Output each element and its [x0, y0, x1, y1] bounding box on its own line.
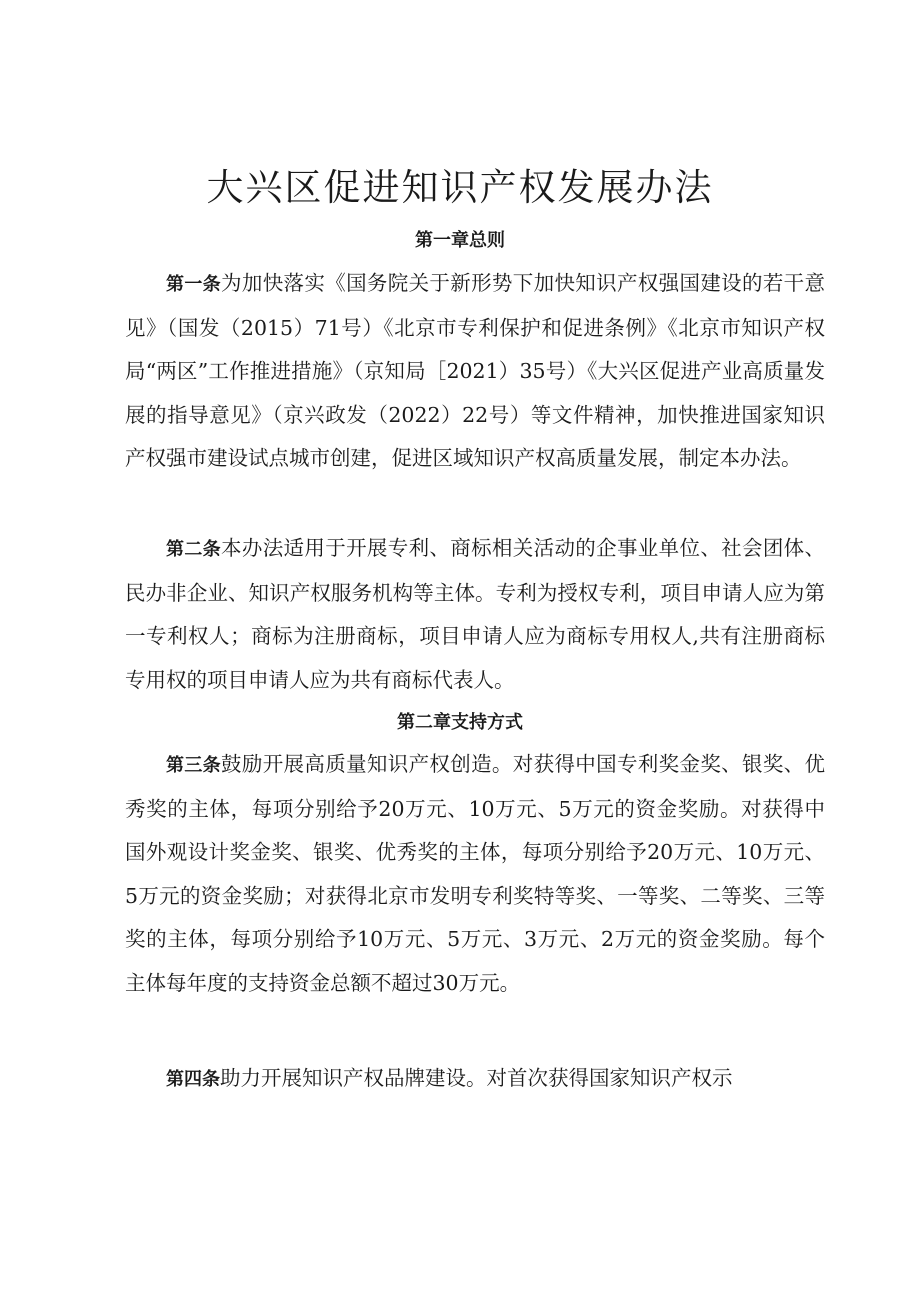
article-4-label: 第四条	[166, 1069, 220, 1090]
article-2	[125, 527, 825, 702]
article-1-label: 第一条	[166, 274, 222, 295]
document-title: 大兴区促进知识产权发展办法	[206, 166, 714, 209]
article-2-label: 第二条	[166, 539, 222, 560]
article-1	[125, 262, 825, 481]
article-4-text: 助力开展知识产权品牌建设。对首次获得国家知识产权示	[220, 1066, 733, 1090]
article-3-label: 第三条	[166, 755, 222, 776]
article-1-text: 为加快落实《国务院关于新形势下加快知识产权强国建设的若干意见》（国发（2015）71号）《北京市专利保护和促进条例》《北京市知识产权局“两区”工作推进措施》（京知局［2021）35号）《大兴区促进产业高质量发展的指导意见》（京兴政发（2022）22号）等文件精神，加快推进国家知识产权强市建设试点城市创建，促进区域知识产权高质量发展，制定本办法。	[125, 271, 826, 470]
article-3-text: 鼓励开展高质量知识产权创造。对获得中国专利奖金奖、银奖、优秀奖的主体，每项分别给予20万元、10万元、5万元的资金奖励。对获得中国外观设计奖金奖、银奖、优秀奖的主体，每项分别给予20万元、10万元、5万元的资金奖励；对获得北京市发明专利奖特等奖、一等奖、二等奖、三等奖的主体，每项分别给予10万元、5万元、3万元、2万元的资金奖励。每个主体每年度的支持资金总额不超过30万元。	[125, 752, 826, 995]
chapter-heading-1: 第一章总则	[415, 230, 505, 251]
article-3	[125, 743, 825, 1005]
chapter-heading-2: 第二章支持方式	[397, 712, 523, 733]
article-4	[125, 1057, 825, 1102]
article-2-text: 本办法适用于开展专利、商标相关活动的企事业单位、社会团体、民办非企业、知识产权服务机构等主体。专利为授权专利，项目申请人应为第一专利权人；商标为注册商标，项目申请人应为商标专用权人,共有注册商标专用权的项目申请人应为共有商标代表人。	[125, 536, 826, 692]
